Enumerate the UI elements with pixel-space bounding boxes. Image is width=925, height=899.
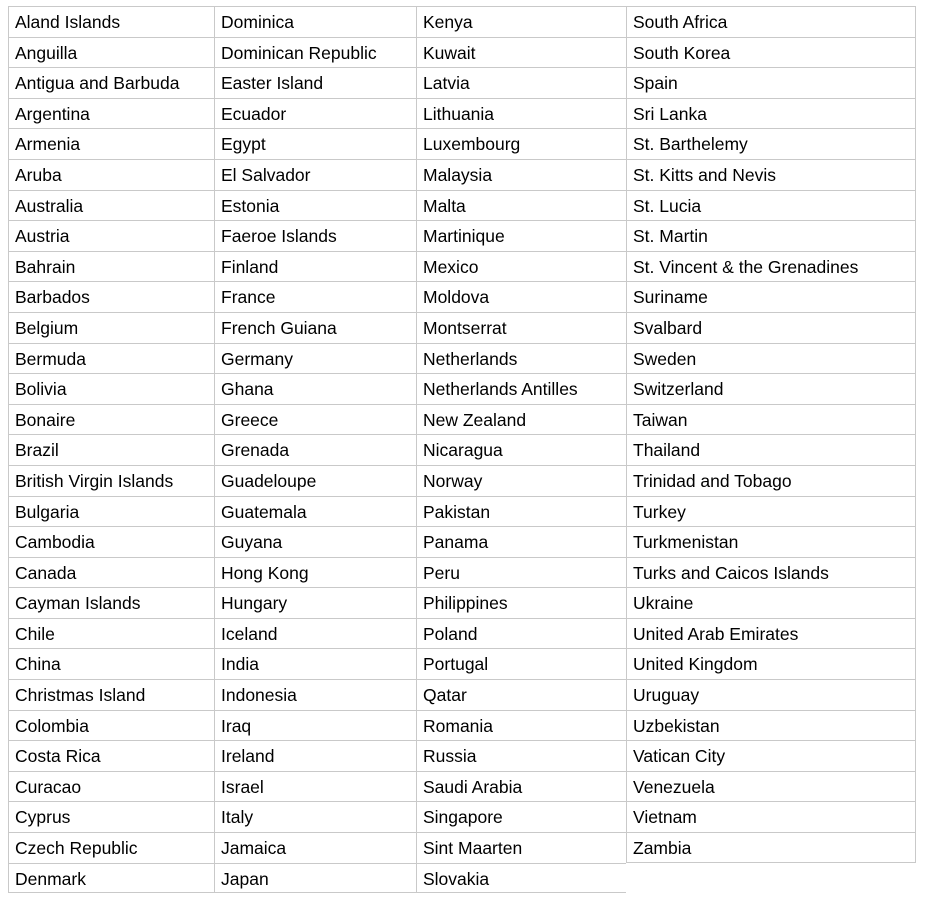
table-cell: New Zealand (416, 404, 626, 435)
table-cell: Aland Islands (8, 6, 214, 37)
table-cell: Cyprus (8, 801, 214, 832)
table-cell: Uzbekistan (626, 710, 916, 741)
table-cell: Egypt (214, 128, 416, 159)
table-cell: Canada (8, 557, 214, 588)
table-cell: Norway (416, 465, 626, 496)
table-cell: Luxembourg (416, 128, 626, 159)
table-cell: Bulgaria (8, 496, 214, 527)
table-cell: St. Kitts and Nevis (626, 159, 916, 190)
table-cell: Czech Republic (8, 832, 214, 863)
table-cell: Nicaragua (416, 434, 626, 465)
table-cell: Qatar (416, 679, 626, 710)
table-cell: Philippines (416, 587, 626, 618)
table-cell: Uruguay (626, 679, 916, 710)
table-cell: South Africa (626, 6, 916, 37)
table-cell: Turks and Caicos Islands (626, 557, 916, 588)
table-column-4 (626, 6, 916, 893)
table-cell: Mexico (416, 251, 626, 282)
table-cell: Montserrat (416, 312, 626, 343)
table-cell: Trinidad and Tobago (626, 465, 916, 496)
table-cell: Peru (416, 557, 626, 588)
table-cell: United Kingdom (626, 648, 916, 679)
table-cell: St. Lucia (626, 190, 916, 221)
table-cell: Netherlands (416, 343, 626, 374)
table-cell: Christmas Island (8, 679, 214, 710)
table-cell: Portugal (416, 648, 626, 679)
table-column-3 (416, 6, 626, 893)
table-cell: Israel (214, 771, 416, 802)
table-cell: Chile (8, 618, 214, 649)
table-cell: Guadeloupe (214, 465, 416, 496)
table-cell: Grenada (214, 434, 416, 465)
table-cell: Ireland (214, 740, 416, 771)
table-cell: Bahrain (8, 251, 214, 282)
table-cell: Guyana (214, 526, 416, 557)
table-cell: Svalbard (626, 312, 916, 343)
table-cell: Venezuela (626, 771, 916, 802)
table-cell: Curacao (8, 771, 214, 802)
table-cell: Vietnam (626, 801, 916, 832)
table-cell: Australia (8, 190, 214, 221)
table-cell: Kenya (416, 6, 626, 37)
table-cell: Latvia (416, 67, 626, 98)
table-cell: Panama (416, 526, 626, 557)
table-cell: Guatemala (214, 496, 416, 527)
table-cell: British Virgin Islands (8, 465, 214, 496)
table-cell: Iraq (214, 710, 416, 741)
table-cell: South Korea (626, 37, 916, 68)
table-cell: Netherlands Antilles (416, 373, 626, 404)
table-cell: Ghana (214, 373, 416, 404)
table-cell: Vatican City (626, 740, 916, 771)
table-cell: Thailand (626, 434, 916, 465)
table-cell: Saudi Arabia (416, 771, 626, 802)
table-cell: St. Vincent & the Grenadines (626, 251, 916, 282)
table-cell: Moldova (416, 281, 626, 312)
table-cell: Iceland (214, 618, 416, 649)
table-cell: Sweden (626, 343, 916, 374)
table-cell: Greece (214, 404, 416, 435)
table-cell: United Arab Emirates (626, 618, 916, 649)
table-column-2 (214, 6, 416, 893)
table-cell: El Salvador (214, 159, 416, 190)
table-cell: Italy (214, 801, 416, 832)
table-cell: Finland (214, 251, 416, 282)
table-cell: Turkey (626, 496, 916, 527)
table-cell: Barbados (8, 281, 214, 312)
table-cell: Suriname (626, 281, 916, 312)
table-cell: Belgium (8, 312, 214, 343)
country-table (8, 6, 916, 893)
table-cell: St. Barthelemy (626, 128, 916, 159)
table-cell: Cayman Islands (8, 587, 214, 618)
table-cell: Martinique (416, 220, 626, 251)
table-cell: Dominica (214, 6, 416, 37)
table-cell: Ecuador (214, 98, 416, 129)
table-cell: Russia (416, 740, 626, 771)
table-cell: Cambodia (8, 526, 214, 557)
table-cell: Romania (416, 710, 626, 741)
table-cell: Malaysia (416, 159, 626, 190)
table-cell: Jamaica (214, 832, 416, 863)
table-cell: Bolivia (8, 373, 214, 404)
table-cell: Anguilla (8, 37, 214, 68)
table-cell: Pakistan (416, 496, 626, 527)
table-cell: France (214, 281, 416, 312)
table-cell: Estonia (214, 190, 416, 221)
table-cell: Ukraine (626, 587, 916, 618)
table-cell: Denmark (8, 863, 214, 894)
table-cell: Sri Lanka (626, 98, 916, 129)
table-cell: Indonesia (214, 679, 416, 710)
table-cell: Bonaire (8, 404, 214, 435)
table-cell: India (214, 648, 416, 679)
table-cell: French Guiana (214, 312, 416, 343)
table-cell: Argentina (8, 98, 214, 129)
table-cell: Aruba (8, 159, 214, 190)
table-cell: Turkmenistan (626, 526, 916, 557)
table-cell: Germany (214, 343, 416, 374)
table-cell: Zambia (626, 832, 916, 863)
table-cell: Colombia (8, 710, 214, 741)
table-cell: Hungary (214, 587, 416, 618)
table-cell: Taiwan (626, 404, 916, 435)
table-cell: St. Martin (626, 220, 916, 251)
table-cell: Dominican Republic (214, 37, 416, 68)
table-cell: Poland (416, 618, 626, 649)
table-cell: Spain (626, 67, 916, 98)
table-cell: Easter Island (214, 67, 416, 98)
table-cell: Japan (214, 863, 416, 894)
table-cell: Lithuania (416, 98, 626, 129)
table-cell: Singapore (416, 801, 626, 832)
table-cell: Switzerland (626, 373, 916, 404)
table-cell: Malta (416, 190, 626, 221)
table-cell: Bermuda (8, 343, 214, 374)
table-cell: Kuwait (416, 37, 626, 68)
table-cell: Sint Maarten (416, 832, 626, 863)
table-cell: China (8, 648, 214, 679)
table-cell: Faeroe Islands (214, 220, 416, 251)
table-cell: Armenia (8, 128, 214, 159)
table-cell: Brazil (8, 434, 214, 465)
table-cell: Austria (8, 220, 214, 251)
table-cell: Antigua and Barbuda (8, 67, 214, 98)
table-cell: Slovakia (416, 863, 626, 894)
table-cell: Hong Kong (214, 557, 416, 588)
table-column-1 (8, 6, 214, 893)
table-cell: Costa Rica (8, 740, 214, 771)
